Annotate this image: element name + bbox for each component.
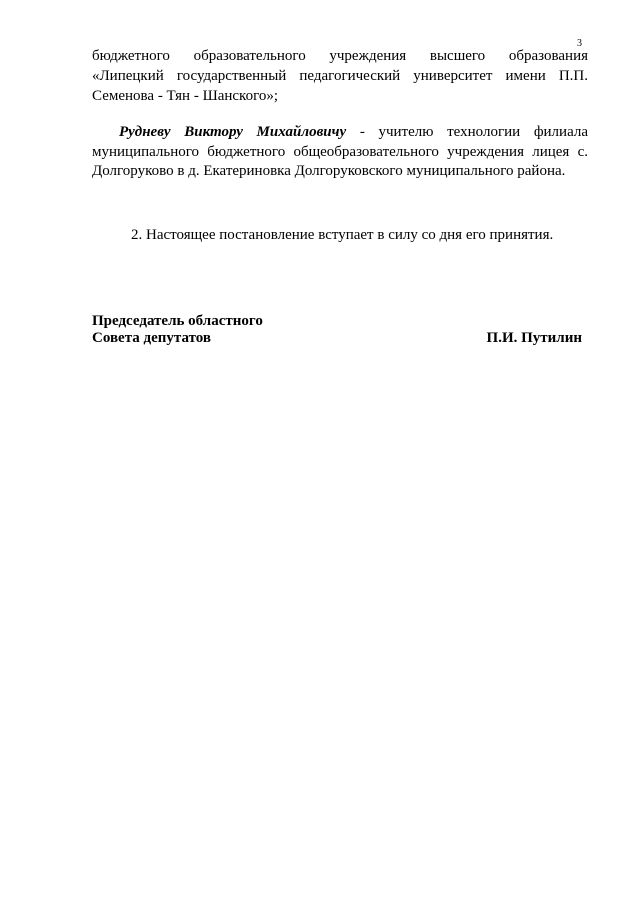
- paragraph-1-line-1: бюджетного образовательного учреждения высшего образования: [92, 48, 588, 64]
- person-name: Рудневу Виктору Михайловичу: [119, 124, 347, 140]
- paragraph-1-line-3: Семенова - Тян - Шанского»;: [92, 88, 279, 104]
- signature-title-2: Совета депутатов: [92, 330, 211, 346]
- paragraph-2-line-1-rest: - учителю технологии филиала: [346, 124, 589, 140]
- paragraph-2-line-3: Долгоруково в д. Екатериновка Долгоруковского муниципального района.: [92, 163, 566, 179]
- signature-title-line-2: [92, 329, 588, 348]
- paragraph-2-line-2: муниципального бюджетного общеобразовательного учреждения лицея с.: [92, 144, 588, 160]
- signature-title-1: Председатель областного: [92, 313, 263, 329]
- paragraph-3: 2. Настоящее постановление вступает в силу со дня его принятия.: [131, 227, 554, 243]
- paragraph-1-line-2: «Липецкий государственный педагогический университет имени П.П.: [92, 68, 588, 84]
- signatory-name: П.И. Путилин: [486, 330, 582, 346]
- page-number: 3: [577, 38, 582, 49]
- paragraph-2-line-1: [119, 123, 588, 142]
